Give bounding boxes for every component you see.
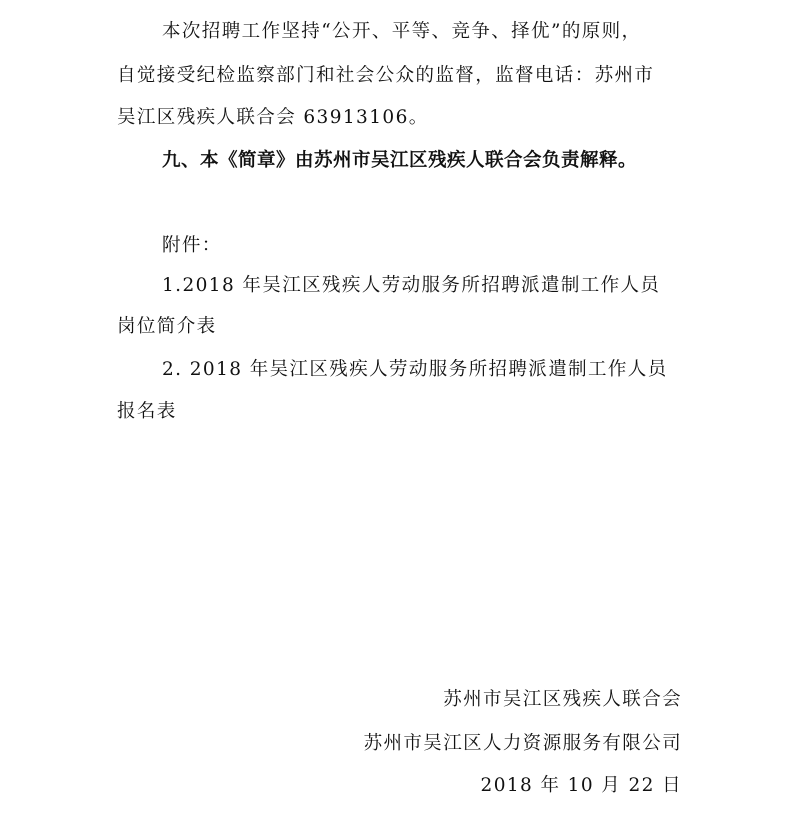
paragraph-principle-line-3: 吴江区残疾人联合会 63913106。 <box>117 107 429 128</box>
attachments-heading: 附件： <box>162 235 222 256</box>
paragraph-principle-line-2: 自觉接受纪检监察部门和社会公众的监督，监督电话：苏州市 <box>117 65 655 86</box>
signature-org-1: 苏州市吴江区残疾人联合会 <box>443 689 682 710</box>
attachment-1-line-2: 岗位简介表 <box>117 316 217 337</box>
signature-org-2: 苏州市吴江区人力资源服务有限公司 <box>363 733 682 754</box>
attachment-1-line-1: 1.2018 年吴江区残疾人劳动服务所招聘派遣制工作人员 <box>162 275 661 296</box>
signature-date: 2018 年 10 月 22 日 <box>480 775 682 796</box>
paragraph-principle-line-1: 本次招聘工作坚持“公开、平等、竞争、择优”的原则， <box>162 21 642 42</box>
section-nine-heading: 九、本《简章》由苏州市吴江区残疾人联合会负责解释。 <box>162 150 638 171</box>
attachment-2-line-2: 报名表 <box>117 401 177 422</box>
attachment-2-line-1: 2. 2018 年吴江区残疾人劳动服务所招聘派遣制工作人员 <box>162 359 668 380</box>
